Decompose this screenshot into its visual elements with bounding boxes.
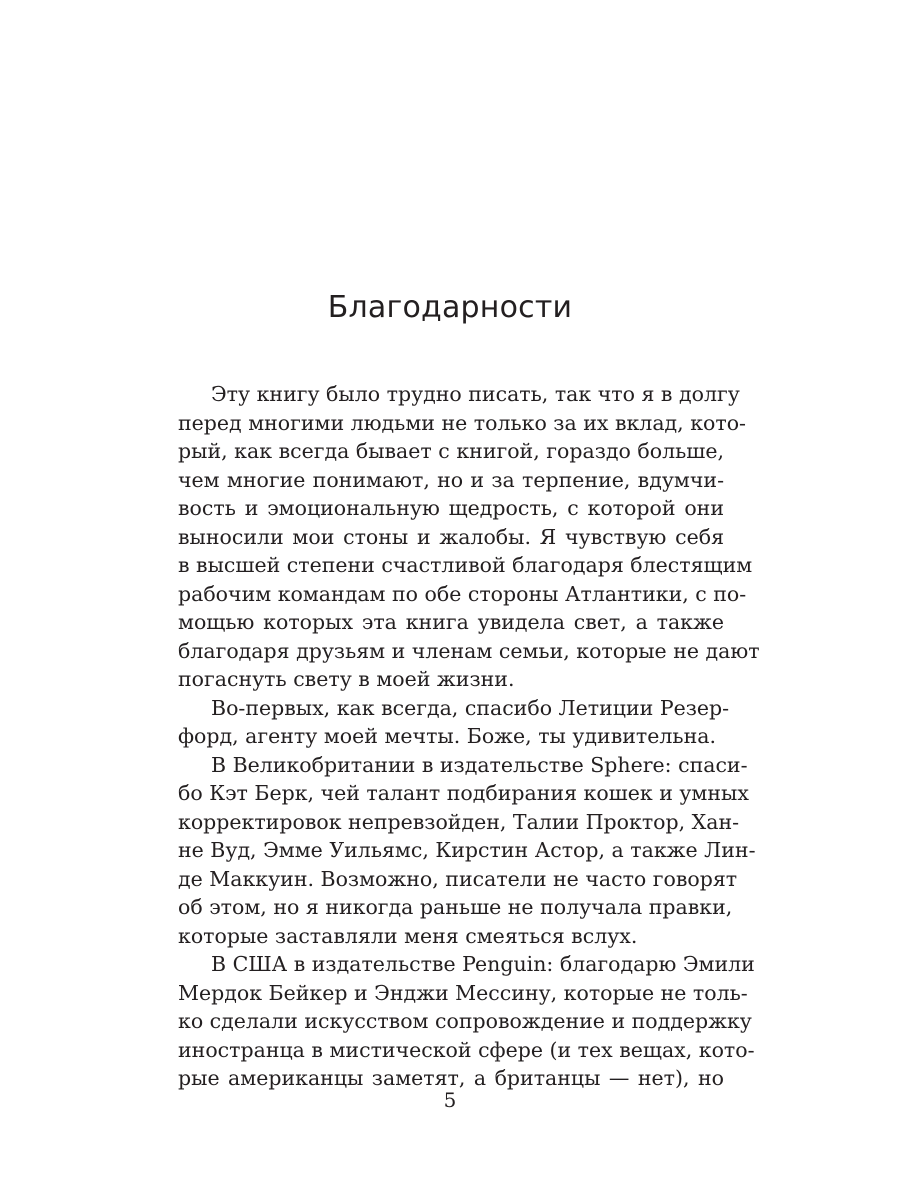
text-line: не Вуд, Эмме Уильямс, Кирстин Астор, а также Лин- (178, 838, 756, 862)
text-line: Во-первых, как всегда, спасибо Летиции Резер- (211, 695, 730, 720)
text-line: форд, агенту моей мечты. Боже, ты удивительна. (178, 724, 716, 748)
paragraph (178, 751, 756, 951)
text-line: вость и эмоциональную щедрость, с которой они (178, 496, 724, 520)
page-number: 5 (443, 1088, 457, 1112)
text-line: об этом, но я никогда раньше не получала правки, (178, 895, 733, 919)
paragraph (178, 950, 755, 1093)
text-line: иностранца в мистической сфере (и тех вещах, кото- (178, 1037, 755, 1062)
text-line: В Великобритании в издательстве Sphere: спаси- (211, 752, 748, 777)
text-line: ко сделали искусством сопровождение и поддержку (178, 1009, 752, 1033)
text-line: погаснуть свету в моей жизни. (178, 667, 515, 691)
text-line: Эту книгу было трудно писать, так что я в долгу (211, 382, 740, 406)
text-line: рый, как всегда бывает с книгой, гораздо больше, (178, 439, 724, 463)
text-line: рые американцы заметят, а британцы — нет), но (178, 1066, 724, 1090)
text-line: Мердок Бейкер и Энджи Мессину, которые не толь- (178, 980, 748, 1005)
text-line: выносили мои стоны и жалобы. Я чувствую себя (178, 524, 724, 549)
text-line: бо Кэт Берк, чей талант подбирания кошек и умных (178, 781, 749, 805)
body-text (178, 380, 760, 1093)
text-line: де Маккуин. Возможно, писатели не часто говорят (178, 866, 738, 891)
text-line: рабочим командам по обе стороны Атлантики, с по- (178, 581, 747, 606)
text-line: корректировок непревзойден, Талии Проктор, Хан- (178, 809, 740, 834)
text-line: В США в издательстве Penguin: благодарю Эмили (211, 952, 755, 976)
paragraph (178, 694, 730, 751)
text-line: в высшей степени счастливой благодаря блестящим (178, 553, 753, 577)
text-line: благодаря друзьям и членам семьи, которые не дают (178, 638, 760, 663)
chapter-title: Благодарности (327, 290, 573, 325)
paragraph (178, 380, 760, 694)
text-line: которые заставляли меня смеяться вслух. (178, 923, 638, 948)
text-line: мощью которых эта книга увидела свет, а также (178, 610, 724, 634)
text-line: перед многими людьми не только за их вклад, кото- (178, 410, 746, 435)
text-line: чем многие понимают, но и за терпение, вдумчи- (178, 467, 724, 492)
